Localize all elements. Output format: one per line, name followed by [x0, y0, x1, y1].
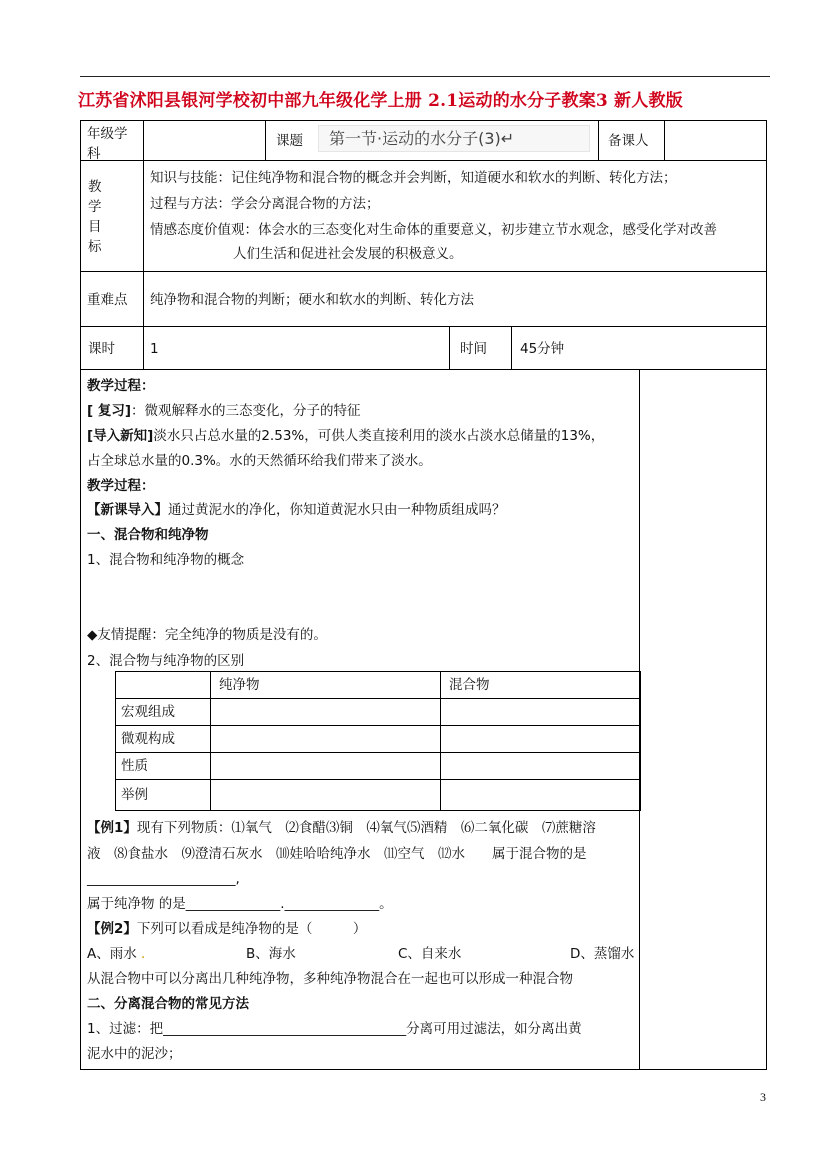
document-title: 江苏省沭阳县银河学校初中部九年级化学上册 2.1运动的水分子教案3 新人教版: [78, 91, 683, 111]
row-divider: [80, 271, 767, 272]
table-header-mixture: 混合物: [449, 677, 490, 693]
table-border-left: [80, 120, 81, 1070]
table-row-label: 举例: [121, 787, 148, 803]
row-divider: [80, 326, 767, 327]
time-value: 45分钟: [520, 341, 565, 357]
period-label: 课时: [88, 341, 115, 357]
new-lesson-line: [87, 500, 506, 520]
intro-line-2: 占全球总水量的0.3%。水的天然循环给我们带来了淡水。: [87, 453, 432, 469]
page-number: 3: [760, 1090, 766, 1104]
table-row-label: 性质: [121, 758, 148, 774]
objective-knowledge: 知识与技能：记住纯净物和混合物的概念并会判断，知道硬水和软水的判断、转化方法；: [150, 170, 677, 186]
process-heading-2: 教学过程：: [87, 478, 155, 494]
option-b: B、海水: [246, 946, 296, 962]
concept-item: 1、混合物和纯净物的概念: [87, 552, 245, 568]
col-divider: [598, 120, 599, 160]
review-text: ：微观解释水的三态变化，分子的特征: [131, 403, 361, 419]
example-2-tag: 【例2】: [87, 921, 137, 937]
intro-line: [87, 426, 604, 446]
filter-line-2: 泥水中的泥沙；: [87, 1046, 182, 1062]
objectives-label: 教 学 目 标: [88, 179, 102, 255]
inner-row-line: [115, 698, 641, 699]
process-heading: 教学过程：: [87, 378, 155, 394]
inner-col-line: [115, 671, 116, 811]
table-header-pure: 纯净物: [219, 677, 260, 693]
example-1-line-2: 液 ⑻食盐水 ⑼澄清石灰水 ⑽娃哈哈纯净水 ⑾空气 ⑿水 属于混合物的是: [87, 846, 587, 862]
objective-emotion: 情感态度价值观：体会水的三态变化对生命体的重要意义，初步建立节水观念，感受化学对改善: [150, 222, 717, 238]
table-row-label: 微观构成: [121, 731, 175, 747]
inner-col-line: [440, 671, 441, 811]
inner-row-line: [115, 671, 641, 672]
example-1-line: [87, 818, 596, 838]
col-divider: [449, 326, 450, 370]
option-c: C、自来水: [398, 946, 462, 962]
topic-label: 课题: [276, 133, 303, 149]
comparison-table: [115, 671, 641, 811]
section-heading-2: 二、分离混合物的常见方法: [87, 996, 249, 1012]
option-a: A、雨水: [87, 946, 137, 962]
example-1-pure: 属于纯净物 的是______________.______________。: [87, 896, 393, 912]
table-row-label: 宏观组成: [121, 704, 175, 720]
topic-value: 第一节·运动的水分子(3)↵: [318, 125, 590, 152]
grade-label: 年级学 科: [87, 126, 128, 162]
objective-emotion-cont: 人们生活和促进社会发展的积极意义。: [233, 246, 463, 262]
new-lesson-tag: 【新课导入】: [87, 502, 168, 518]
col-divider: [664, 120, 665, 160]
option-dot: ．: [141, 946, 155, 962]
reminder-text: ◆友情提醒：完全纯净的物质是没有的。: [87, 627, 327, 643]
example-2-line: [87, 919, 366, 939]
objective-process: 过程与方法：学会分离混合物的方法；: [150, 196, 380, 212]
intro-tag: [导入新知]: [87, 428, 154, 444]
section-heading-1: 一、混合物和纯净物: [87, 527, 209, 543]
inner-col-line: [210, 671, 211, 811]
col-divider: [511, 326, 512, 370]
inner-row-line: [115, 779, 641, 780]
example-1-tag: 【例1】: [87, 820, 137, 836]
filter-line: 1、过滤：把____________________________________分离可用过滤法，如分离出黄: [87, 1021, 582, 1037]
review-tag: [ 复习]: [87, 403, 132, 419]
difference-item: 2、混合物与纯净物的区别: [87, 653, 245, 669]
intro-text: 淡水只占总水量的2.53%，可供人类直接利用的淡水占淡水总储量的13%，: [153, 428, 605, 444]
example-1-text: 现有下列物质：⑴氧气 ⑵食醋⑶铜 ⑷氧气⑸酒精 ⑹二氧化碳 ⑺蔗糖溶: [136, 820, 596, 836]
difficulty-label: 重难点: [87, 292, 128, 308]
inner-row-line: [115, 725, 641, 726]
period-value: 1: [150, 341, 159, 357]
example-2-text: 下列可以看成是纯净物的是（ ）: [136, 921, 367, 937]
row-divider: [80, 369, 767, 370]
row-divider: [80, 160, 767, 161]
top-rule: [80, 76, 770, 77]
preparer-label: 备课人: [608, 133, 649, 149]
col-divider: [265, 120, 266, 160]
difficulty-value: 纯净物和混合物的判断；硬水和软水的判断、转化方法: [150, 292, 474, 308]
example-1-blank: ______________________,: [87, 871, 240, 887]
inner-col-line: [640, 671, 641, 811]
table-border-right: [766, 120, 767, 1070]
option-d: D、蒸馏水: [570, 946, 635, 962]
new-lesson-text: 通过黄泥水的净化，你知道黄泥水只由一种物质组成吗？: [168, 502, 506, 518]
inner-row-line: [115, 810, 641, 811]
inner-row-line: [115, 752, 641, 753]
col-divider: [143, 120, 144, 370]
time-label: 时间: [460, 341, 487, 357]
separation-note: 从混合物中可以分离出几种纯净物，多种纯净物混合在一起也可以形成一种混合物: [87, 971, 573, 987]
review-line: [87, 401, 361, 421]
table-border-bottom: [80, 1069, 767, 1070]
